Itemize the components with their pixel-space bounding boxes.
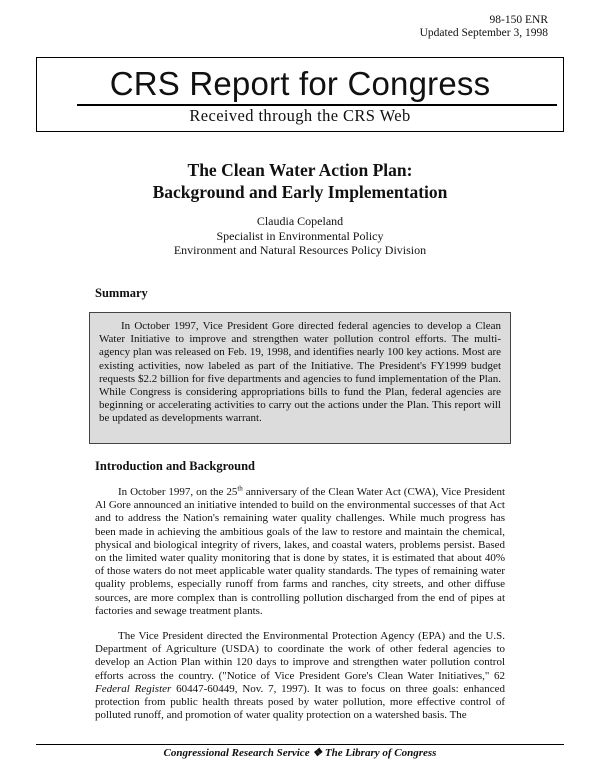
intro-body xyxy=(95,486,505,734)
report-title-line-2: Background and Early Implementation xyxy=(152,182,448,202)
author-division: Environment and Natural Resources Policy Division xyxy=(173,243,427,257)
update-date: Updated September 3, 1998 xyxy=(419,27,548,39)
page-footer: Congressional Research Service ❖ The Library of Congress xyxy=(163,747,437,759)
intro-paragraph-2: The Vice President directed the Environmental Protection Agency (EPA) and the U.S. Department of Agriculture (USDA) to coordinate the work of other federal agencies to develop an Action Plan within 120 days to improve and strengthen water pollution control efforts across the country. ("Notice of Vice President Gore's Clean Water Initiatives," 62 Federal Register 60447-60449, Nov. 7, 1997). It was to focus on three goals: enhanced protection from public health threats posed by water pollution, more effective control of polluted runoff, and promotion of water quality protection on a watershed basis. The xyxy=(95,630,505,722)
intro-heading: Introduction and Background xyxy=(95,459,256,473)
banner-title: CRS Report for Congress xyxy=(109,65,491,102)
report-number: 98-150 ENR xyxy=(489,14,548,26)
document-id xyxy=(420,14,548,40)
banner-subtitle: Received through the CRS Web xyxy=(189,106,411,125)
author-position: Specialist in Environmental Policy xyxy=(216,228,384,243)
intro-paragraph-1: In October 1997, on the 25th anniversary of the Clean Water Act (CWA), Vice President Al Gore announced an initiative intended to build on the environmental successes of that Act and to address the Nation's remaining water quality challenges. While much progress has been made in achieving the ambitious goals of the law to restore and maintain the chemical, physical and biological integrity of rivers, lakes, and coastal waters, problems persist. Based on the limited water quality monitoring that is done by states, it is estimated that about 40% of those waters do not meet applicable water quality standards. The types of remaining water quality problems, especially runoff from farms and ranches, city streets, and other diffuse sources, are more complex than is controlling pollution discharged from the end of pipes at factories and sewage treatment plants. xyxy=(95,484,505,617)
footer-divider xyxy=(36,744,564,745)
report-title-line-1: The Clean Water Action Plan: xyxy=(187,160,413,180)
summary-text: In October 1997, Vice President Gore directed federal agencies to develop a Clean Water Initiative to improve and strengthen water pollution control efforts. The multi-agency plan was released on Feb. 19, 1998, and identifies nearly 100 key actions. Most are existing activities, now labeled as part of the Initiative. The President's FY1999 budget requests $2.2 billion for five departments and agencies to fund implementation of the Plan. While Congress is considering appropriations bills to fund the Plan, federal agencies are beginning or accelerating activities to carry out the actions under the Plan. This report will be updated as developments warrant. xyxy=(99,320,501,425)
summary-box xyxy=(89,312,511,444)
federal-register-citation: Federal Register xyxy=(95,682,172,695)
author-name: Claudia Copeland xyxy=(256,214,344,228)
ordinal-suffix: th xyxy=(237,484,243,493)
summary-heading: Summary xyxy=(95,286,148,300)
author-block xyxy=(0,214,600,258)
report-title xyxy=(0,159,600,203)
crs-banner xyxy=(36,57,564,132)
